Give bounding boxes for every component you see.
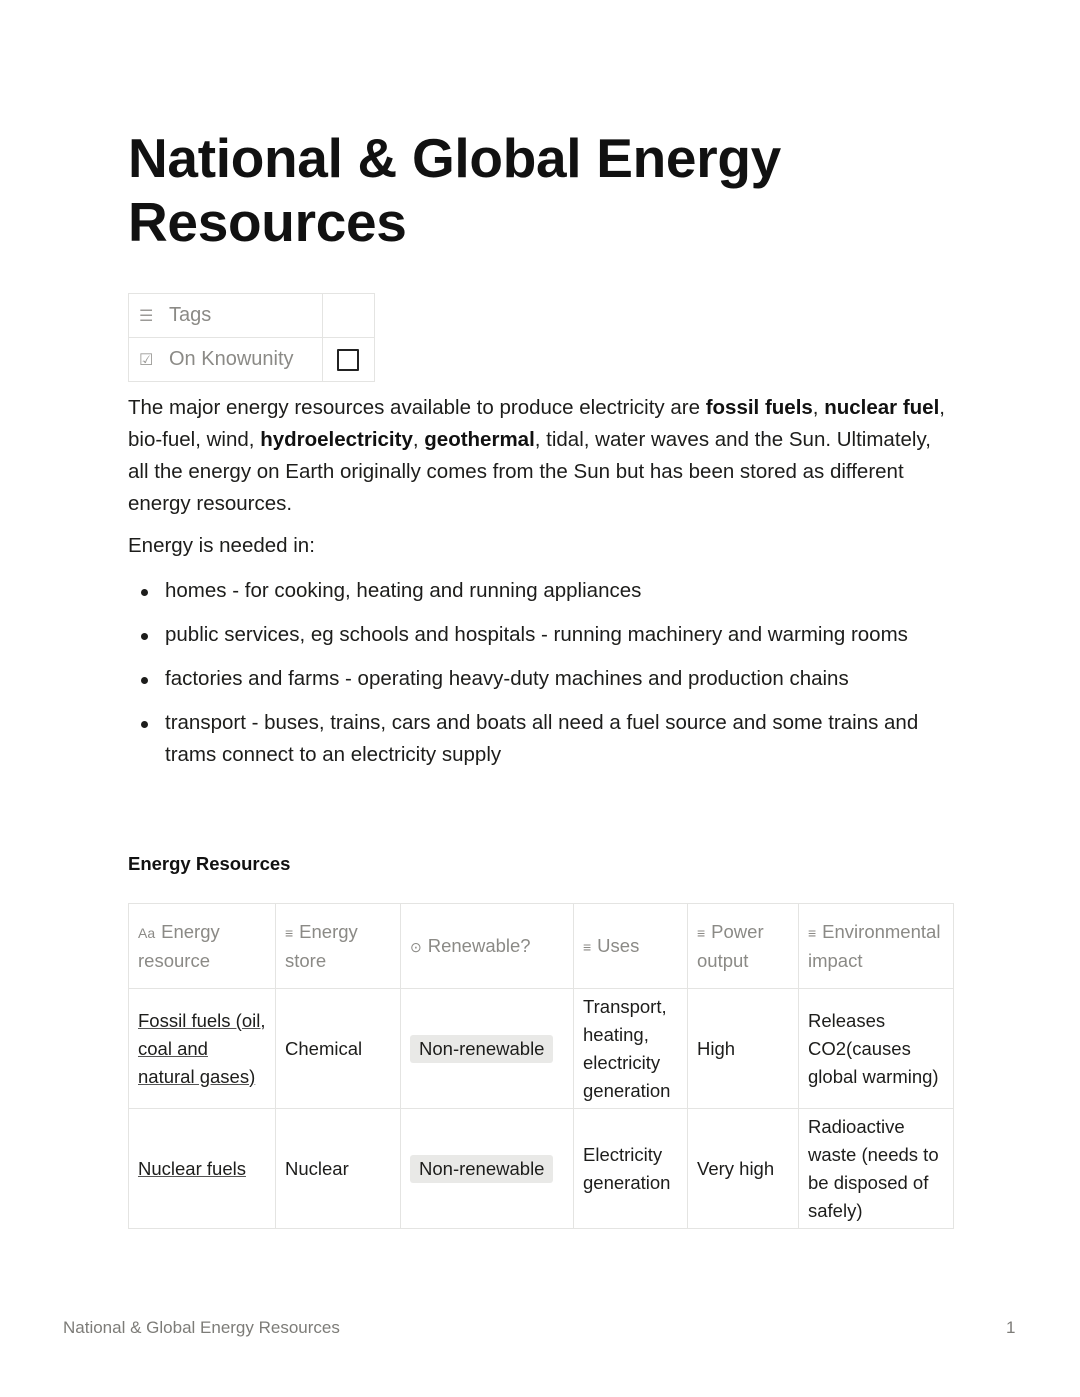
- section-title: Energy Resources: [128, 853, 291, 874]
- select-tag: Non-renewable: [410, 1035, 553, 1063]
- intro-text: ,: [812, 396, 825, 419]
- column-header-renewable[interactable]: [401, 904, 574, 989]
- intro-text: ,: [412, 428, 425, 451]
- list-icon: ☰: [139, 307, 154, 325]
- bullet-list: [128, 575, 954, 783]
- select-tag: Non-renewable: [410, 1155, 553, 1183]
- resource-link[interactable]: Nuclear fuels: [138, 1157, 246, 1179]
- text-property-icon: Aa: [138, 924, 156, 941]
- cell-resource[interactable]: [129, 989, 276, 1109]
- list-item: [128, 575, 954, 607]
- property-key[interactable]: [129, 338, 323, 382]
- select-circle-icon: ⊙: [410, 938, 422, 955]
- text-lines-icon: ≡: [808, 924, 817, 941]
- cell-store[interactable]: Nuclear: [276, 1109, 401, 1229]
- list-item-text: factories and farms - operating heavy-duty machines and production chains: [165, 667, 849, 690]
- cell-impact[interactable]: Radioactive waste (needs to be disposed of safely): [799, 1109, 954, 1229]
- cell-impact[interactable]: Releases CO2(causes global warming): [799, 989, 954, 1109]
- list-item: [128, 619, 954, 651]
- page-title: National & Global Energy Resources: [128, 127, 781, 253]
- resource-link[interactable]: Fossil fuels (oil, coal and natural gases): [138, 1009, 266, 1087]
- cell-uses[interactable]: Transport, heating, electricity generation: [574, 989, 688, 1109]
- column-header-label: Power output: [697, 920, 764, 971]
- cell-store[interactable]: Chemical: [276, 989, 401, 1109]
- cell-resource[interactable]: [129, 1109, 276, 1229]
- property-value: [323, 338, 375, 382]
- text-lines-icon: ≡: [285, 924, 294, 941]
- intro-paragraph: [128, 392, 954, 520]
- list-item-text: public services, eg schools and hospitals - running machinery and warming rooms: [165, 623, 908, 646]
- footer-page-number: 1: [1006, 1318, 1016, 1337]
- property-row-on-knowunity: [129, 338, 375, 382]
- intro-text: , bio-fuel, wind,: [128, 396, 945, 451]
- intro-bold: hydroelectricity: [260, 428, 413, 451]
- needed-heading: Energy is needed in:: [128, 534, 315, 557]
- column-header-environmental-impact[interactable]: [799, 904, 954, 989]
- column-header-label: Energy store: [285, 920, 358, 971]
- cell-uses[interactable]: Electricity generation: [574, 1109, 688, 1229]
- property-label: Tags: [169, 304, 212, 326]
- column-header-label: Environmental impact: [808, 920, 941, 971]
- properties-table: [128, 293, 375, 382]
- intro-text: The major energy resources available to produce electricity are: [128, 396, 706, 419]
- list-item: [128, 663, 954, 695]
- list-item: [128, 707, 954, 771]
- intro-text: , tidal, water waves and the Sun. Ultimately, all the energy on Earth originally comes from the Sun but has been stored as different energy resources.: [128, 428, 931, 515]
- cell-renewable[interactable]: [401, 989, 574, 1109]
- cell-output[interactable]: Very high: [688, 1109, 799, 1229]
- bullet-icon: [141, 589, 148, 596]
- energy-resources-table: [128, 903, 954, 1229]
- checkbox-icon: ☑: [139, 351, 154, 369]
- column-header-label: Renewable?: [427, 934, 531, 956]
- list-item-text: transport - buses, trains, cars and boats all need a fuel source and some trains and trams connect to an electricity supply: [165, 711, 919, 766]
- text-lines-icon: ≡: [583, 938, 592, 955]
- table-header-row: [129, 904, 954, 989]
- column-header-label: Uses: [597, 934, 640, 956]
- column-header-power-output[interactable]: [688, 904, 799, 989]
- property-row-tags: [129, 294, 375, 338]
- checkbox[interactable]: [337, 349, 359, 371]
- cell-renewable[interactable]: [401, 1109, 574, 1229]
- property-value-empty[interactable]: [323, 294, 375, 338]
- intro-bold: fossil fuels: [705, 396, 813, 419]
- table-row: [129, 989, 954, 1109]
- bullet-icon: [141, 633, 148, 640]
- property-label: On Knowunity: [169, 348, 294, 370]
- table-row: [129, 1109, 954, 1229]
- bullet-icon: [141, 677, 148, 684]
- column-header-uses[interactable]: [574, 904, 688, 989]
- column-header-energy-resource[interactable]: [129, 904, 276, 989]
- cell-output[interactable]: High: [688, 989, 799, 1109]
- column-header-energy-store[interactable]: [276, 904, 401, 989]
- property-key[interactable]: [129, 294, 323, 338]
- intro-bold: nuclear fuel: [824, 396, 940, 419]
- column-header-label: Energy resource: [138, 920, 220, 971]
- intro-bold: geothermal: [424, 428, 535, 451]
- list-item-text: homes - for cooking, heating and running appliances: [165, 579, 642, 602]
- bullet-icon: [141, 721, 148, 728]
- text-lines-icon: ≡: [697, 924, 706, 941]
- footer-title: National & Global Energy Resources: [63, 1318, 340, 1337]
